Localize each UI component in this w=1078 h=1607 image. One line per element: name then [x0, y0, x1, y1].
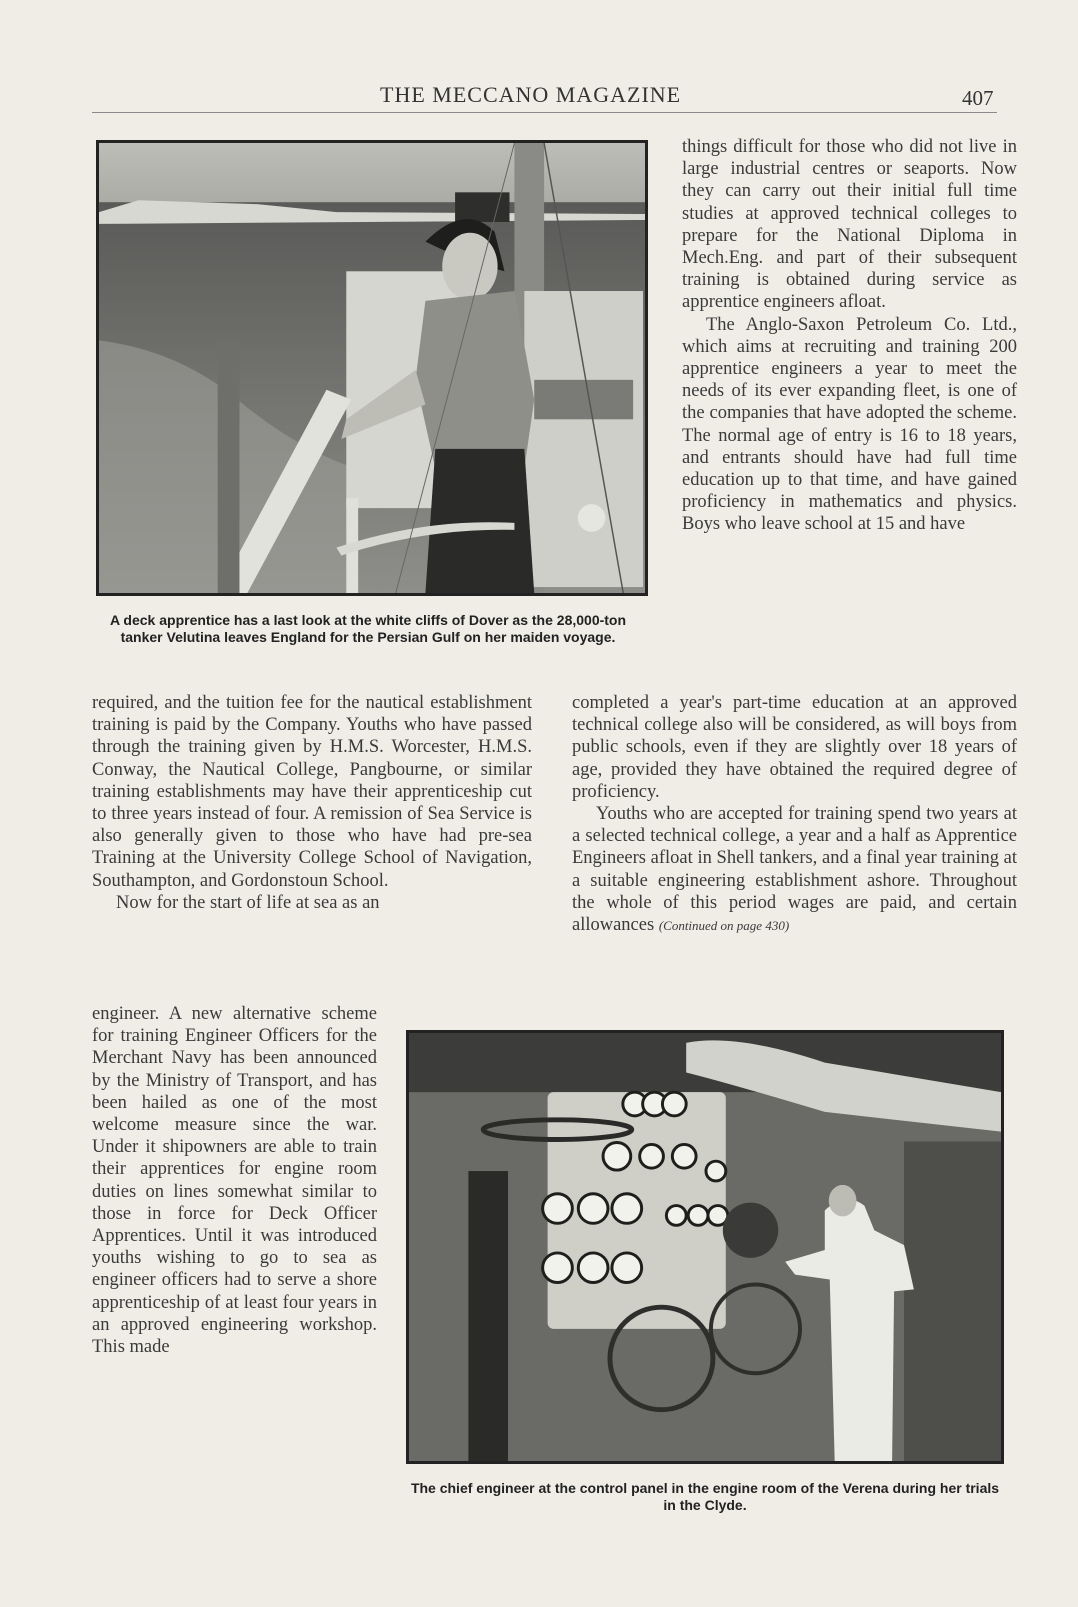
running-head [0, 78, 1078, 108]
paragraph-required: required, and the tuition fee for the nautical establishment training is paid by the Company. Youths who have passed through the training given by H.M.S. Worcester, H.M.S. Conway, the Nautical College, Pangbourne, or similar training establishments may have their apprenticeship cut to three years instead of four. A remission of Sea Service is also generally given to those who have had pre-sea Training at the University College School of Navigation, Southampton, and Gordonstoun School. [92, 693, 532, 891]
middle-right-column [572, 692, 1017, 937]
paragraph-things: things difficult for those who did not live in large industrial centres or seaports. Now they can carry out their initial full time studies at approved technical colleges to prepare for the National Diploma in Mech.Eng. and part of their subsequent training is obtained during service as apprentice engineers afloat. [682, 137, 1017, 313]
magazine-title: THE MECCANO MAGAZINE [380, 82, 682, 107]
engine-photo-caption: The chief engineer at the control panel in the engine room of the Verena during her trials in the Clyde. [410, 1480, 1000, 1513]
left-column [92, 692, 532, 914]
paragraph-now-first-line: Now for the start of life at sea as an [116, 892, 380, 913]
right-column [682, 136, 1017, 536]
paragraph-anglo-saxon: The Anglo-Saxon Petroleum Co. Ltd., which aims at recruiting and training 200 apprentice engineers a year to meet the needs of its ever expanding fleet, is one of the companies that have adopted the scheme. The normal age of entry is 16 to 18 years, and entrants should have had full time education up to that time, and have gained proficiency in mathematics and physics. Boys who leave school at 15 and have [682, 314, 1017, 535]
youths-text: Youths who are accepted for training spend two years at a selected technical college, a year and a half as Apprentice Engineers afloat in Shell tankers, and a final year training at a suitable engineering establishment ashore. Throughout the whole of this period wages are paid, and certain allowances [572, 804, 1017, 936]
deck-apprentice-photo [96, 140, 648, 596]
continued-note: (Continued on page 430) [658, 918, 790, 934]
paragraph-completed: completed a year's part-time education at an approved technical college also will be considered, as will boys from public schools, even if they are slightly over 18 years of age, provided they have obtained the required degree of proficiency. [572, 693, 1017, 802]
paragraph-youths [572, 803, 1017, 937]
page-number: 407 [962, 86, 994, 110]
deck-photo-caption: A deck apprentice has a last look at the white cliffs of Dover as the 28,000-ton tanker Velutina leaves England for the Persian Gulf on her maiden voyage. [109, 612, 627, 645]
paragraph-engineer: engineer. A new alternative scheme for training Engineer Officers for the Merchant Navy has been announced by the Ministry of Transport, and has been hailed as one of the most welcome measure since the war. Under it shipowners are able to train their apprentices for engine room duties on lines somewhat similar to those in force for Deck Officer Apprentices. Until it was introduced youths wishing to go to sea as engineer officers had to serve a shore apprenticeship of at least four years in an approved engineering workshop. This made [92, 1004, 377, 1358]
narrow-left-column [92, 1003, 377, 1358]
engine-room-photo [406, 1030, 1004, 1464]
header-rule [92, 112, 997, 113]
